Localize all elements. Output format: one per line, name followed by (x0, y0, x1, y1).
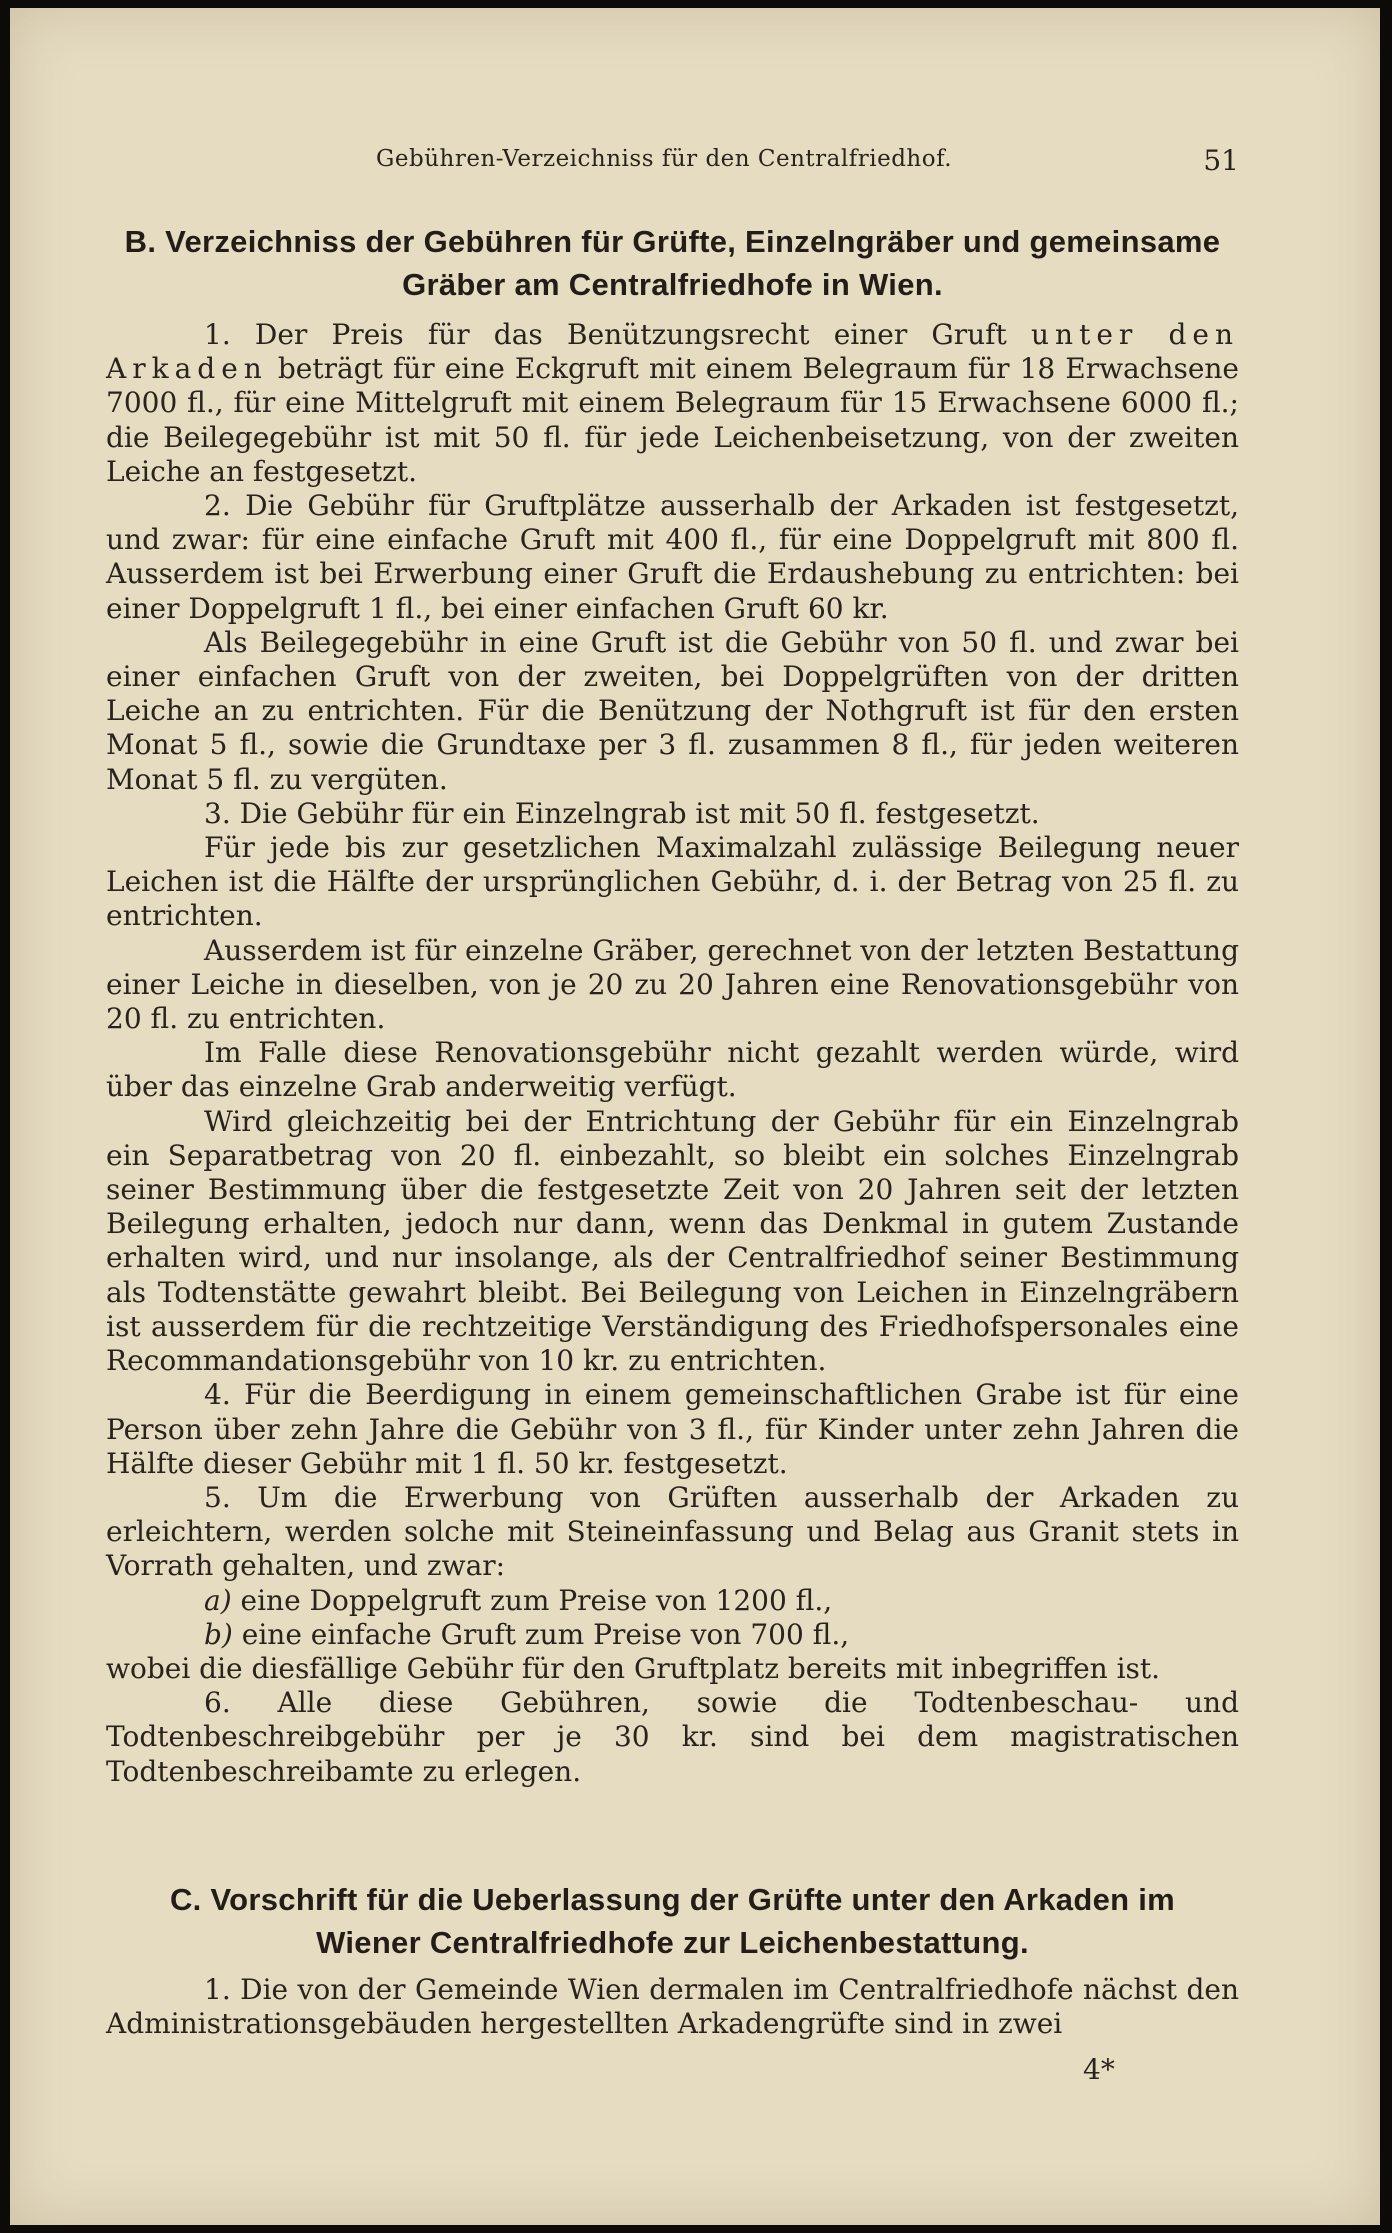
paragraph-1-spaced-phrase: unter den Arkaden (106, 318, 1239, 386)
section-c-body (106, 1973, 1239, 2041)
section-b-heading-line1: B. Verzeichniss der Gebühren für Grüfte, Einzelngräber und gemeinsame (124, 224, 1221, 259)
section-b-body (106, 318, 1239, 1789)
paragraph-8: Wird gleichzeitig bei der Entrichtung der Gebühr für ein Einzelngrab ein Separatbetrag von 20 fl. einbezahlt, so bleibt ein solches Einzelngrab seiner Bestimmung über die festgesetzte Zeit von 20 Jahren seit der letzten Beilegung erhalten, jedoch nur dann, wenn das Denkmal in gutem Zustande erhalten wird, und nur insolange, als der Centralfriedhof seiner Bestimmung als Todtenstätte gewahrt bleibt. Bei Beilegung von Leichen in Einzelngräbern ist ausserdem für die rechtzeitige Verständigung des Friedhofspersonales eine Recommandationsgebühr von 10 kr. zu entrichten. (106, 1104, 1239, 1378)
page-number: 51 (1203, 144, 1239, 177)
list-item-b-label: b) (204, 1617, 233, 1651)
paragraph-1-rest: beträgt für eine Eckgruft mit einem Belegraum für 18 Erwachsene 7000 fl., für eine Mittelgruft mit einem Belegraum für 15 Erwachsene 6000 fl.; die Beilegegebühr ist mit 50 fl. für jede Leichenbeisetzung, von der zweiten Leiche an festgesetzt. (106, 352, 1239, 488)
paragraph-1 (106, 318, 1239, 489)
signature-mark: 4* (1083, 2053, 1115, 2086)
paragraph-11: wobei die diesfällige Gebühr für den Gruftplatz bereits mit inbegriffen ist. (106, 1651, 1161, 1685)
running-header (106, 144, 1239, 184)
list-item-b-text: eine einfache Gruft zum Preise von 700 fl., (232, 1617, 850, 1651)
paragraph-2: 2. Die Gebühr für Gruftplätze ausserhalb der Arkaden ist festgesetzt, und zwar: für eine einfache Gruft mit 400 fl., für eine Doppelgruft mit 800 fl. Ausserdem ist bei Erwerbung einer Gruft die Erdaushebung zu entrichten: bei einer Doppelgruft 1 fl., bei einer einfachen Gruft 60 kr. (106, 489, 1239, 625)
list-item-a-label: a) (204, 1583, 232, 1617)
section-b-heading (106, 220, 1239, 306)
paragraph-4: 3. Die Gebühr für ein Einzelngrab ist mit 50 fl. festgesetzt. (204, 796, 1040, 830)
paragraph-5: Für jede bis zur gesetzlichen Maximalzahl zulässige Beilegung neuer Leichen ist die Hälfte der ursprünglichen Gebühr, d. i. der Betrag von 25 fl. zu entrichten. (106, 831, 1239, 933)
section-b-heading-line2: Gräber am Centralfriedhofe in Wien. (402, 267, 943, 302)
paragraph-10: 5. Um die Erwerbung von Grüften ausserhalb der Arkaden zu erleichtern, werden solche mit Steineinfassung und Belag aus Granit stets in Vorrath gehalten, und zwar: (106, 1480, 1239, 1583)
list-item-a (106, 1584, 1239, 1618)
section-c-heading (106, 1878, 1239, 1964)
section-c-heading-line2: Wiener Centralfriedhofe zur Leichenbestattung. (316, 1925, 1029, 1960)
paragraph-1-start: 1. Der Preis für das Benützungsrecht einer Gruft (204, 318, 1031, 351)
paragraph-6: Ausserdem ist für einzelne Gräber, gerechnet von der letzten Bestattung einer Leiche in dieselben, von je 20 zu 20 Jahren eine Renovationsgebühr von 20 fl. zu entrichten. (106, 933, 1239, 1036)
running-title: Gebühren-Verzeichniss für den Centralfriedhof. (376, 146, 953, 172)
list-item-b (106, 1618, 1239, 1652)
paragraph-12: 6. Alle diese Gebühren, sowie die Todtenbeschau- und Todtenbeschreibgebühr per je 30 kr. sind bei dem magistratischen Todtenbeschreibamte zu erlegen. (106, 1686, 1239, 1788)
section-c-paragraph-1: 1. Die von der Gemeinde Wien dermalen im Centralfriedhofe nächst den Administrationsgebäuden hergestellten Arkadengrüfte sind in zwei (106, 1973, 1239, 2041)
section-c-heading-line1: C. Vorschrift für die Ueberlassung der Grüfte unter den Arkaden im (169, 1882, 1176, 1917)
paragraph-9: 4. Für die Beerdigung in einem gemeinschaftlichen Grabe ist für eine Person über zehn Jahre die Gebühr von 3 fl., für Kinder unter zehn Jahren die Hälfte dieser Gebühr mit 1 fl. 50 kr. festgesetzt. (106, 1378, 1239, 1480)
paragraph-7: Im Falle diese Renovationsgebühr nicht gezahlt werden würde, wird über das einzelne Grab anderweitig verfügt. (106, 1036, 1239, 1104)
paragraph-3: Als Beilegegebühr in eine Gruft ist die Gebühr von 50 fl. und zwar bei einer einfachen Gruft von der zweiten, bei Doppelgrüften von der dritten Leiche an zu entrichten. Für die Benützung der Nothgruft ist für den ersten Monat 5 fl., sowie die Grundtaxe per 3 fl. zusammen 8 fl., für jeden weiteren Monat 5 fl. zu vergüten. (106, 625, 1239, 796)
list-item-a-text: eine Doppelgruft zum Preise von 1200 fl., (231, 1583, 833, 1617)
book-page (10, 8, 1380, 2225)
